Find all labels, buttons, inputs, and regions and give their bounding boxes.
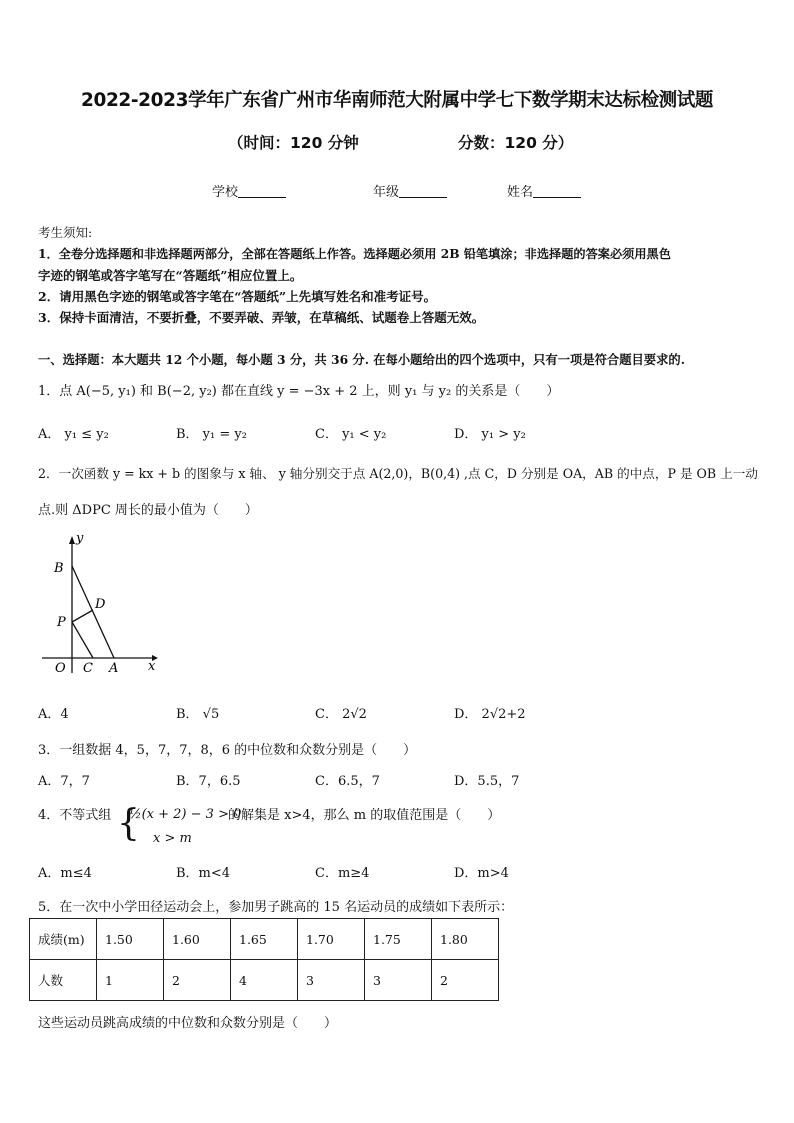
time-label: （时间：120 分钟: [228, 134, 359, 152]
segment-pc: [72, 622, 93, 658]
q4-brace: {: [117, 803, 140, 844]
q3-option-c: C．6.5，7: [315, 774, 380, 789]
q2-option-a: A．4: [38, 707, 69, 722]
q4-stem-prefix: 4．不等式组: [38, 808, 112, 823]
q1-stem: 1．点 A(−5, y₁) 和 B(−2, y₂) 都在直线 y = −3x + 2 上，则 y₁ 与 y₂ 的关系是（ ）: [38, 384, 560, 399]
q4-option-a: A．m≤4: [38, 866, 92, 881]
table-cell: 2: [164, 960, 231, 1001]
school-label: 学校: [212, 185, 239, 200]
q4-inequality-2: x > m: [153, 831, 192, 846]
table-cell: 1.60: [164, 919, 231, 960]
notice-item-3: 3．保持卡面清洁，不要折叠，不要弄破、弄皱，在草稿纸、试题卷上答题无效。: [38, 310, 485, 325]
q4-stem-suffix: 的解集是 x>4，那么 m 的取值范围是（ ）: [228, 808, 501, 823]
q3-stem: 3．一组数据 4，5，7，7，8，6 的中位数和众数分别是（ ）: [38, 743, 417, 758]
label-y: y: [76, 531, 84, 546]
grade-label: 年级: [373, 185, 400, 200]
table-row: [30, 919, 499, 960]
section-heading: 一、选择题：本大题共 12 个小题，每小题 3 分，共 36 分. 在每小题给出的四个选项中，只有一项是符合题目要求的.: [38, 352, 685, 367]
table-cell: 1.70: [298, 919, 365, 960]
grade-blank: [399, 184, 447, 198]
label-o: O: [55, 661, 66, 676]
notice-item-1a: 1．全卷分选择题和非选择题两部分，全部在答题纸上作答。选择题必须用 2B 铅笔填涂；非选择题的答案必须用黑色: [38, 247, 671, 261]
q2-stem-line1: 2．一次函数 y = kx + b 的图象与 x 轴、 y 轴分别交于点 A(2,0)，B(0,4) ,点 C，D 分别是 OA，AB 的中点，P 是 OB 上一动: [38, 466, 758, 481]
table-cell: 1.80: [432, 919, 499, 960]
q1-option-b: B． y₁ = y₂: [176, 427, 247, 442]
label-x: x: [148, 659, 156, 674]
name-label: 姓名: [507, 185, 534, 200]
q1-option-a: A． y₁ ≤ y₂: [38, 427, 109, 442]
label-c: C: [83, 661, 93, 676]
label-p: P: [57, 615, 66, 630]
q5-tail: 这些运动员跳高成绩的中位数和众数分别是（ ）: [38, 1016, 338, 1031]
label-a: A: [109, 661, 119, 676]
table-cell: 1.65: [231, 919, 298, 960]
table-cell: 4: [231, 960, 298, 1001]
q3-option-b: B．7，6.5: [176, 774, 241, 789]
q1-option-c: C． y₁ < y₂: [315, 427, 387, 442]
grade-field: [373, 181, 447, 200]
q5-score-table: [29, 918, 499, 1001]
q1-option-d: D． y₁ > y₂: [454, 427, 526, 442]
notice-item-2: 2．请用黑色字迹的钢笔或答字笔在“答题纸”上先填写姓名和准考证号。: [38, 289, 437, 304]
q2-option-c: C． 2√2: [315, 707, 367, 722]
table-cell: 1.50: [97, 919, 164, 960]
q3-option-d: D．5.5，7: [454, 774, 520, 789]
notice-item-1b: 字迹的钢笔或答字笔写在“答题纸”相应位置上。: [38, 268, 303, 283]
name-blank: [533, 184, 581, 198]
table-cell: 1: [97, 960, 164, 1001]
q4-option-b: B．m<4: [176, 866, 231, 881]
q3-option-a: A．7，7: [38, 774, 90, 789]
table-cell: 3: [298, 960, 365, 1001]
table-cell: 1.75: [365, 919, 432, 960]
q2-option-b: B． √5: [176, 707, 220, 722]
q2-option-d: D． 2√2+2: [454, 707, 526, 722]
y-axis-arrow: [69, 536, 75, 544]
q5-stem: 5．在一次中小学田径运动会上，参加男子跳高的 15 名运动员的成绩如下表所示：: [38, 900, 514, 915]
q2-stem-line2: 点.则 ΔDPC 周长的最小值为（ ）: [38, 503, 258, 518]
table-cell: 3: [365, 960, 432, 1001]
label-d: D: [95, 597, 106, 612]
table-header-score: 成绩(m): [30, 919, 97, 960]
line-ab: [72, 566, 114, 658]
table-cell: 2: [432, 960, 499, 1001]
notice-heading: 考生须知:: [38, 225, 93, 240]
label-b: B: [54, 561, 64, 576]
q4-option-c: C．m≥4: [315, 866, 370, 881]
school-blank: [238, 184, 286, 198]
q4-option-d: D．m>4: [454, 866, 509, 881]
name-field: [507, 181, 581, 200]
table-row: [30, 960, 499, 1001]
page-title: 2022-2023学年广东省广州市华南师范大附属中学七下数学期末达标检测试题: [81, 90, 713, 111]
q4-inequality-1: ½(x + 2) − 3 > 0: [129, 807, 242, 822]
score-label: 分数：120 分）: [458, 134, 574, 152]
q2-figure: [36, 530, 161, 680]
segment-pd: [72, 610, 93, 622]
school-field: [212, 181, 286, 200]
table-header-count: 人数: [30, 960, 97, 1001]
